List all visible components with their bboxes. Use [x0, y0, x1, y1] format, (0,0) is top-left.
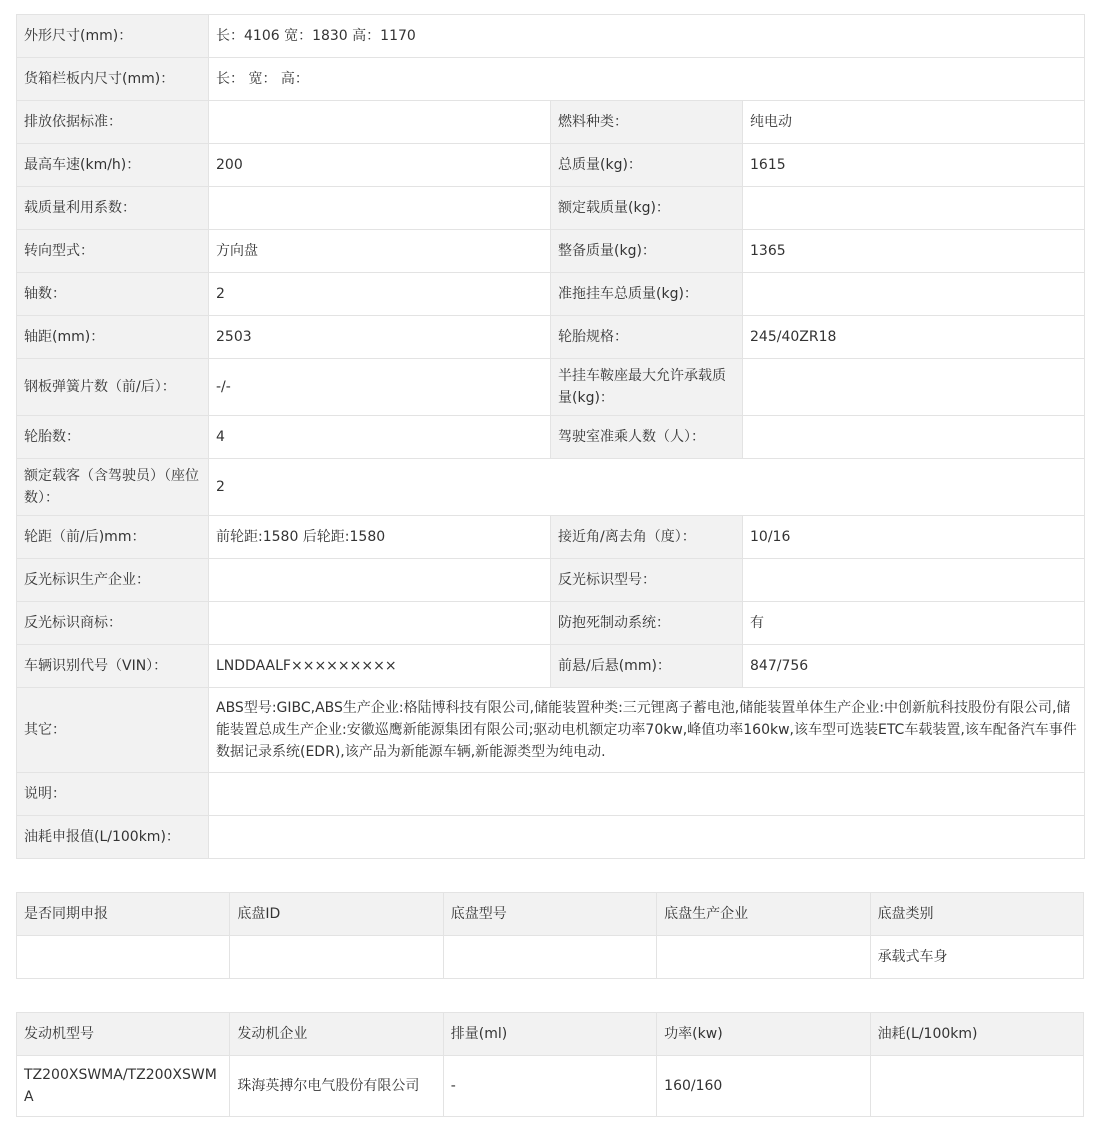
spec-label: 前悬/后悬(mm)：	[551, 645, 743, 688]
chassis-header: 底盘ID	[230, 893, 443, 936]
spec-value: 前轮距:1580 后轮距:1580	[209, 516, 551, 559]
spec-value	[743, 416, 1085, 459]
spec-row-cargo-box	[17, 58, 1085, 101]
engine-row	[17, 1056, 1084, 1117]
spec-value: 1365	[743, 230, 1085, 273]
spec-row	[17, 559, 1085, 602]
spec-value: 2503	[209, 316, 551, 359]
spec-value	[743, 187, 1085, 230]
engine-cell: TZ200XSWMA/TZ200XSWMA	[17, 1056, 230, 1117]
spec-label: 轮距（前/后)mm：	[17, 516, 209, 559]
spec-label: 转向型式：	[17, 230, 209, 273]
fuel-declared-label: 油耗申报值(L/100km)：	[17, 816, 209, 859]
spec-value: 10/16	[743, 516, 1085, 559]
spec-row-notes	[17, 773, 1085, 816]
spec-label: 轴数：	[17, 273, 209, 316]
cargo-box-label: 货箱栏板内尺寸(mm)：	[17, 58, 209, 101]
spec-value: 1615	[743, 144, 1085, 187]
spec-value	[209, 101, 551, 144]
spec-label: 轮胎数：	[17, 416, 209, 459]
spec-row-dimensions	[17, 15, 1085, 58]
spec-label: 总质量(kg)：	[551, 144, 743, 187]
spec-value: 4	[209, 416, 551, 459]
spec-value: LNDDAALF×××××××××	[209, 645, 551, 688]
engine-header: 功率(kw)	[657, 1013, 870, 1056]
spec-value	[743, 273, 1085, 316]
spec-row	[17, 144, 1085, 187]
spec-row	[17, 187, 1085, 230]
spec-value	[209, 187, 551, 230]
dimensions-label: 外形尺寸(mm)：	[17, 15, 209, 58]
chassis-cell	[230, 936, 443, 979]
notes-label: 说明：	[17, 773, 209, 816]
spec-value	[209, 559, 551, 602]
spec-label: 轮胎规格：	[551, 316, 743, 359]
spec-row	[17, 416, 1085, 459]
cargo-box-value: 长： 宽： 高：	[209, 58, 1085, 101]
chassis-table	[16, 892, 1084, 979]
spec-label: 驾驶室准乘人数（人）：	[551, 416, 743, 459]
spec-value: 方向盘	[209, 230, 551, 273]
spec-row-other	[17, 688, 1085, 773]
engine-cell: 160/160	[657, 1056, 870, 1117]
chassis-cell	[657, 936, 870, 979]
spec-label: 反光标识商标：	[17, 602, 209, 645]
passengers-label: 额定载客（含驾驶员）（座位数）：	[17, 459, 209, 516]
vehicle-spec-table	[16, 14, 1085, 859]
spec-row	[17, 273, 1085, 316]
chassis-header: 底盘生产企业	[657, 893, 870, 936]
spec-value	[743, 559, 1085, 602]
spec-label: 燃料种类：	[551, 101, 743, 144]
engine-table	[16, 1012, 1084, 1117]
engine-header: 发动机企业	[230, 1013, 443, 1056]
spec-label: 额定载质量(kg)：	[551, 187, 743, 230]
notes-value	[209, 773, 1085, 816]
engine-header: 排量(ml)	[443, 1013, 656, 1056]
spec-row	[17, 316, 1085, 359]
chassis-row	[17, 936, 1084, 979]
chassis-header: 是否同期申报	[17, 893, 230, 936]
spec-label: 整备质量(kg)：	[551, 230, 743, 273]
engine-header: 油耗(L/100km)	[870, 1013, 1083, 1056]
spec-label: 轴距(mm)：	[17, 316, 209, 359]
spec-row-passengers	[17, 459, 1085, 516]
spec-row	[17, 359, 1085, 416]
chassis-cell	[17, 936, 230, 979]
other-label: 其它：	[17, 688, 209, 773]
engine-header: 发动机型号	[17, 1013, 230, 1056]
engine-cell: 珠海英搏尔电气股份有限公司	[230, 1056, 443, 1117]
spec-label: 准拖挂车总质量(kg)：	[551, 273, 743, 316]
fuel-declared-value	[209, 816, 1085, 859]
spec-value	[743, 359, 1085, 416]
spec-label: 载质量利用系数：	[17, 187, 209, 230]
spec-label: 半挂车鞍座最大允许承载质量(kg)：	[551, 359, 743, 416]
spec-value: 847/756	[743, 645, 1085, 688]
spec-label: 反光标识生产企业：	[17, 559, 209, 602]
spec-value: -/-	[209, 359, 551, 416]
spec-label: 接近角/离去角（度）：	[551, 516, 743, 559]
chassis-cell	[443, 936, 656, 979]
spec-row	[17, 602, 1085, 645]
engine-cell: -	[443, 1056, 656, 1117]
spec-row	[17, 101, 1085, 144]
engine-cell	[870, 1056, 1083, 1117]
passengers-value: 2	[209, 459, 1085, 516]
engine-header-row	[17, 1013, 1084, 1056]
spec-label: 反光标识型号：	[551, 559, 743, 602]
spec-value: 200	[209, 144, 551, 187]
spec-label: 钢板弹簧片数（前/后）：	[17, 359, 209, 416]
spec-label: 防抱死制动系统：	[551, 602, 743, 645]
spec-value: 245/40ZR18	[743, 316, 1085, 359]
spec-label: 车辆识别代号（VIN）：	[17, 645, 209, 688]
spec-row-fuel-declared	[17, 816, 1085, 859]
spec-row	[17, 645, 1085, 688]
chassis-header: 底盘类别	[870, 893, 1083, 936]
spec-label: 最高车速(km/h)：	[17, 144, 209, 187]
spec-value: 有	[743, 602, 1085, 645]
spec-row	[17, 230, 1085, 273]
chassis-header-row	[17, 893, 1084, 936]
spec-label: 排放依据标准：	[17, 101, 209, 144]
spec-row	[17, 516, 1085, 559]
spec-value: 纯电动	[743, 101, 1085, 144]
spec-value: 2	[209, 273, 551, 316]
chassis-header: 底盘型号	[443, 893, 656, 936]
spec-value	[209, 602, 551, 645]
chassis-cell: 承载式车身	[870, 936, 1083, 979]
other-value: ABS型号:GIBC,ABS生产企业:格陆博科技有限公司,储能装置种类:三元锂离子蓄电池,储能装置单体生产企业:中创新航科技股份有限公司,储能装置总成生产企业:安徽巡鹰新能源集团有限公司;驱动电机额定功率70kw,峰值功率160kw,该车型可选装ETC车载装置,该车配备汽车事件数据记录系统(EDR),该产品为新能源车辆,新能源类型为纯电动.	[209, 688, 1085, 773]
dimensions-value: 长：4106 宽：1830 高：1170	[209, 15, 1085, 58]
